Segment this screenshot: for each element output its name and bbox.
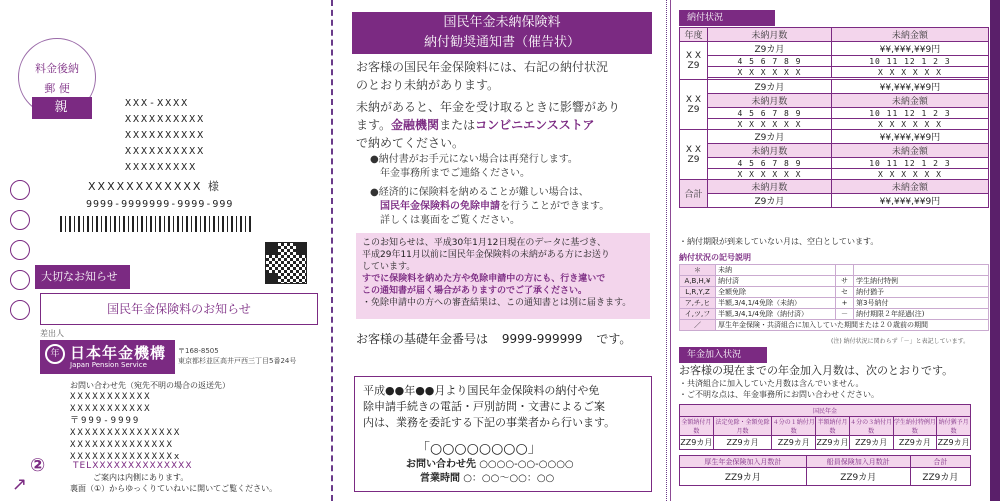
fiscal-year-cell bbox=[680, 42, 708, 80]
qr-code-icon bbox=[265, 242, 307, 284]
col-amount: 未納金額 bbox=[831, 28, 988, 42]
contact-label: お問い合わせ先 bbox=[406, 459, 476, 470]
address-line: XXXXXXXXXX bbox=[125, 130, 206, 141]
fiscal-year-sub: Z9 bbox=[687, 104, 700, 115]
legend-desc-2: 学生納付特例 bbox=[854, 276, 989, 287]
pink-note: ・免除申請中の方への審査結果は、この通知書とは別に届きます。 bbox=[362, 298, 632, 308]
legend-row bbox=[680, 276, 989, 287]
legend-code: ア,チ,ヒ bbox=[680, 298, 716, 309]
para-line: 未納があると、年金を受け取るときに影響があり bbox=[356, 100, 621, 114]
fiscal-year: X X bbox=[685, 144, 702, 155]
legend-code-2: － bbox=[836, 309, 854, 320]
enrollment-note: ・共済組合に加入していた月数は含んでいません。 bbox=[679, 379, 864, 388]
notice-header bbox=[352, 12, 652, 54]
fiscal-year-cell bbox=[680, 80, 708, 130]
address-line: XXXXXXXXXX bbox=[125, 146, 206, 157]
months-first-half: 4 5 6 7 8 9 bbox=[708, 158, 832, 169]
unpaid-amount: ¥¥,¥¥¥,¥¥9円 bbox=[831, 130, 988, 144]
customer-code: 9999-9999999-9999-999 bbox=[86, 199, 234, 210]
pink-highlight: この通知書が届く場合がありますのでご了承ください。 bbox=[362, 286, 588, 296]
return-line: XXXXXXXXXXX bbox=[70, 404, 152, 414]
enrollment-intro: お客様の現在までの年金加入月数は、次のとおりです。 bbox=[679, 364, 954, 377]
para-line bbox=[356, 116, 620, 134]
legend-row bbox=[680, 298, 989, 309]
fiscal-year: X X bbox=[685, 50, 702, 61]
legend-code: ／ bbox=[680, 320, 716, 331]
status-first-half: X X X X X X bbox=[708, 119, 832, 130]
address-line: XXXXXXXXX bbox=[125, 162, 198, 173]
bullet-text: を行うことができます。 bbox=[500, 201, 610, 212]
enrollment-value: ZZ9カ月 bbox=[816, 436, 850, 450]
total-label: 合計 bbox=[680, 180, 708, 208]
col-months: 未納月数 bbox=[708, 144, 832, 158]
enrollment-col: ４分の１納付月数 bbox=[772, 417, 816, 436]
org-name-jp: 日本年金機構 bbox=[70, 344, 167, 362]
notice-panel bbox=[336, 0, 667, 501]
notice-paragraph-1 bbox=[356, 58, 608, 94]
notice-title-1: 国民年金未納保険料 bbox=[443, 15, 561, 30]
months-first-half: 4 5 6 7 8 9 bbox=[708, 108, 832, 119]
enrollment-title: 年金加入状況 bbox=[679, 347, 767, 363]
fiscal-year-sub: Z9 bbox=[687, 60, 700, 71]
fiscal-year-cell bbox=[680, 130, 708, 180]
status-panel bbox=[670, 0, 1000, 501]
org-name-en: Japan Pension Service bbox=[70, 361, 147, 369]
legend-desc: 半額,3/4,1/4免除（納付済） bbox=[716, 309, 836, 320]
recipient-address bbox=[125, 96, 205, 176]
info-line: 平成●●年●●月より国民年金保険料の納付や免 bbox=[363, 384, 600, 397]
punch-holes bbox=[10, 180, 30, 330]
hours-label: 営業時間 bbox=[420, 473, 460, 484]
legend-row bbox=[680, 309, 989, 320]
company-name: 「○○○○○○○○」 bbox=[416, 441, 542, 457]
address-line: XXXXXXXXXX bbox=[125, 114, 206, 125]
hours-line bbox=[406, 472, 574, 486]
legend-row bbox=[680, 287, 989, 298]
col-amount: 未納金額 bbox=[831, 180, 988, 194]
open-instruction: 裏面（①）からゆっくりていねいに開いてご覧ください。 bbox=[70, 484, 278, 493]
bullet-line: ●納付書がお手元にない場合は再発行します。 bbox=[370, 154, 578, 165]
enrollment-cols-row bbox=[680, 417, 971, 436]
legend-desc: 全額免除 bbox=[716, 287, 836, 298]
stamp-line-2: 郵 便 bbox=[44, 82, 70, 95]
contact-line bbox=[406, 458, 574, 472]
payment-status-title: 納付状況 bbox=[679, 10, 775, 26]
envelope-panel bbox=[0, 0, 333, 501]
enrollment-col: 納付猶予月数 bbox=[937, 417, 971, 436]
para-text: ます。 bbox=[356, 118, 392, 132]
address-line: XXX-XXXX bbox=[125, 98, 190, 109]
legend-row bbox=[680, 320, 989, 331]
para-line: で納めてください。 bbox=[356, 136, 465, 150]
punch-hole-icon bbox=[10, 210, 30, 230]
info-line: 内は、業務を委託する下記の事業者から行います。 bbox=[363, 416, 616, 429]
notice-title-2: 納付勧奨通知書（催告状） bbox=[423, 35, 580, 50]
totals-value: ZZ9カ月 bbox=[806, 468, 910, 486]
payment-status-table bbox=[679, 27, 989, 208]
legend-code-2 bbox=[836, 265, 854, 276]
legend-code: イ,ツ,フ bbox=[680, 309, 716, 320]
status-second-half: X X X X X X bbox=[831, 169, 988, 180]
fiscal-year-sub: Z9 bbox=[687, 154, 700, 165]
enrollment-value: ZZ9カ月 bbox=[893, 436, 937, 450]
stamp-line-1: 料金後納 bbox=[35, 62, 79, 75]
sender-label: 差出人 bbox=[40, 329, 64, 338]
status-row bbox=[680, 119, 989, 130]
legend-code: A,B,H,¥ bbox=[680, 276, 716, 287]
legend-code-2: + bbox=[836, 298, 854, 309]
legend-desc-2: 第3号納付 bbox=[854, 298, 989, 309]
payment-header-row bbox=[680, 94, 989, 108]
pension-number: 9999-999999 bbox=[501, 332, 583, 346]
important-notice-label: 大切なお知らせ bbox=[35, 265, 130, 289]
hours-value: ○：○○〜○○：○○ bbox=[463, 473, 555, 484]
totals-value: ZZ9カ月 bbox=[910, 468, 970, 486]
months-second-half: 10 11 12 1 2 3 bbox=[831, 158, 988, 169]
enrollment-note: ・ご不明な点は、年金事務所にお問い合わせください。 bbox=[679, 390, 879, 399]
total-amount: ¥¥,¥¥¥,¥¥9円 bbox=[831, 194, 988, 208]
notice-paragraph-2 bbox=[356, 98, 620, 152]
confidential-label: 親 展 bbox=[32, 97, 92, 119]
enrollment-value: ZZ9カ月 bbox=[937, 436, 971, 450]
enrollment-totals-table bbox=[679, 455, 971, 486]
para-line: お客様の国民年金保険料には、右記の納付状況 bbox=[356, 60, 609, 74]
totals-cols-row bbox=[680, 456, 971, 468]
bullet-exemption bbox=[370, 186, 609, 228]
bullet-line bbox=[370, 200, 609, 214]
enrollment-value: ZZ9カ月 bbox=[849, 436, 893, 450]
unpaid-months: Z9カ月 bbox=[708, 130, 832, 144]
convenience-store-emphasis: コンビニエンスストア bbox=[475, 118, 595, 132]
fiscal-year: X X bbox=[685, 94, 702, 105]
punch-hole-icon bbox=[10, 300, 30, 320]
payment-summary-row bbox=[680, 42, 989, 56]
totals-col: 厚生年金保険加入月数計 bbox=[680, 456, 807, 468]
contact-phone: ○○○○-○○-○○○○ bbox=[479, 459, 574, 470]
pink-line: このお知らせは、平成30年1月12日現在のデータに基づき、 bbox=[362, 238, 607, 248]
punch-hole-icon bbox=[10, 270, 30, 290]
page-number: ② bbox=[30, 455, 46, 476]
jps-mark-icon: 年 bbox=[45, 344, 65, 364]
pink-line: 平成29年11月以前に国民年金保険料の未納がある方にお送り bbox=[362, 250, 610, 260]
para-line: のとおり未納があります。 bbox=[356, 78, 500, 92]
legend-code: L,R,Y,Z bbox=[680, 287, 716, 298]
legend-row bbox=[680, 265, 989, 276]
unpaid-months: Z9カ月 bbox=[708, 80, 832, 94]
return-address bbox=[70, 391, 181, 463]
bullet-line: 年金事務所までご連絡ください。 bbox=[380, 168, 530, 179]
data-notice-box bbox=[356, 233, 650, 319]
col-months: 未納月数 bbox=[708, 28, 832, 42]
col-amount: 未納金額 bbox=[831, 94, 988, 108]
legend-desc-2: 納付猶予 bbox=[854, 287, 989, 298]
pension-number-label: お客様の基礎年金番号は bbox=[356, 332, 489, 346]
notice-title-box: 国民年金保険料のお知らせ bbox=[40, 293, 318, 325]
col-months: 未納月数 bbox=[708, 94, 832, 108]
payment-summary-row bbox=[680, 130, 989, 144]
punch-hole-icon bbox=[10, 180, 30, 200]
total-row bbox=[680, 194, 989, 208]
status-first-half: X X X X X X bbox=[708, 169, 832, 180]
pink-highlight: すでに保険料を納めた方や免除申請中の方にも、行き違いで bbox=[362, 274, 606, 284]
unpaid-months: Z9カ月 bbox=[708, 42, 832, 56]
col-months: 未納月数 bbox=[708, 180, 832, 194]
payment-status-note: ・納付期限が到来していない月は、空白としています。 bbox=[679, 237, 879, 246]
pension-number-suffix: です。 bbox=[596, 332, 632, 346]
unpaid-amount: ¥¥,¥¥¥,¥¥9円 bbox=[831, 42, 988, 56]
para-text: または bbox=[439, 118, 476, 132]
months-second-half: 10 11 12 1 2 3 bbox=[831, 56, 988, 67]
legend-table bbox=[679, 264, 989, 331]
legend-footnote: (注) 納付状況に関わらず「－」と表記しています。 bbox=[831, 338, 970, 345]
legend-desc: 半額,3/4,1/4免除（未納） bbox=[716, 298, 836, 309]
legend-desc: 納付済 bbox=[716, 276, 836, 287]
total-months: Z9カ月 bbox=[708, 194, 832, 208]
status-second-half: X X X X X X bbox=[831, 67, 988, 78]
pension-number-line bbox=[356, 330, 631, 347]
enrollment-value: ZZ9カ月 bbox=[772, 436, 816, 450]
bullet-line: ●経済的に保険料を納めることが難しい場合は、 bbox=[370, 187, 589, 198]
enrollment-vals-row bbox=[680, 436, 971, 450]
legend-code-2: セ bbox=[836, 287, 854, 298]
bullet-line: 詳しくは裏面をご覧ください。 bbox=[380, 215, 520, 226]
enrollment-col: 法定免除・全額免除月数 bbox=[713, 417, 772, 436]
totals-value: ZZ9カ月 bbox=[680, 468, 807, 486]
enrollment-value: ZZ9カ月 bbox=[713, 436, 772, 450]
legend-desc: 未納 bbox=[716, 265, 836, 276]
hq-address bbox=[178, 346, 296, 366]
return-line: 〒999-9999 bbox=[70, 416, 141, 426]
payment-summary-row bbox=[680, 80, 989, 94]
legend-desc-2 bbox=[854, 265, 989, 276]
jps-logo bbox=[40, 340, 175, 374]
postal-barcode bbox=[60, 216, 252, 232]
status-first-half: X X X X X X bbox=[708, 67, 832, 78]
exemption-emphasis: 国民年金保険料の免除申請 bbox=[380, 201, 500, 212]
legend-code-2: サ bbox=[836, 276, 854, 287]
enrollment-col: 学生納付特例月数 bbox=[893, 417, 937, 436]
enrollment-col: ４分の３納付月数 bbox=[849, 417, 893, 436]
enrollment-col: 全額納付月数 bbox=[680, 417, 714, 436]
hq-street: 東京都杉並区高井戸西三丁目5番24号 bbox=[178, 357, 297, 365]
months-second-half: 10 11 12 1 2 3 bbox=[831, 108, 988, 119]
national-pension-header: 国民年金 bbox=[680, 405, 971, 417]
enrollment-notes bbox=[679, 378, 879, 400]
month-row bbox=[680, 158, 989, 169]
punch-hole-icon bbox=[10, 240, 30, 260]
status-row bbox=[680, 67, 989, 78]
return-line: XXXXXXXXXXXXXXx bbox=[70, 452, 182, 462]
contact-info bbox=[406, 458, 574, 486]
enrollment-col: 半額納付月数 bbox=[816, 417, 850, 436]
bank-emphasis: 金融機関 bbox=[391, 118, 440, 132]
payment-header-row bbox=[680, 144, 989, 158]
legend-desc: 厚生年金保険・共済組合に加入していた期間または２０歳前の期間 bbox=[716, 320, 989, 331]
totals-col: 合計 bbox=[910, 456, 970, 468]
hq-zip: 〒168-8505 bbox=[178, 347, 219, 355]
months-first-half: 4 5 6 7 8 9 bbox=[708, 56, 832, 67]
bullet-reissue bbox=[370, 153, 578, 181]
return-address-label: お問い合わせ先（宛先不明の場合の返送先） bbox=[70, 381, 230, 390]
return-line: XXXXXXXXXXXXXX bbox=[70, 440, 174, 450]
totals-vals-row bbox=[680, 468, 971, 486]
open-arrow-icon: ↗ bbox=[12, 474, 28, 495]
month-row bbox=[680, 108, 989, 119]
legend-desc-2: 納付期限２年経過(注) bbox=[854, 309, 989, 320]
legend-title: 納付状況の記号説明 bbox=[679, 253, 751, 262]
return-tel: TELXXXXXXXXXXXXXX bbox=[73, 461, 193, 471]
enrollment-value: ZZ9カ月 bbox=[680, 436, 714, 450]
status-row bbox=[680, 169, 989, 180]
payment-header-row bbox=[680, 28, 989, 42]
inner-note: ご案内は内側にあります。 bbox=[93, 473, 189, 482]
col-year: 年度 bbox=[680, 28, 708, 42]
info-line: 除申請手続きの電話・戸別訪問・文書によるご案 bbox=[363, 400, 605, 413]
status-second-half: X X X X X X bbox=[831, 119, 988, 130]
recipient-name: XXXXXXXXXXXX 様 bbox=[88, 180, 221, 193]
total-header-row bbox=[680, 180, 989, 194]
enrollment-table bbox=[679, 404, 971, 450]
totals-col: 船員保険加入月数計 bbox=[806, 456, 910, 468]
unpaid-amount: ¥¥,¥¥¥,¥¥9円 bbox=[831, 80, 988, 94]
legend-code: ＊ bbox=[680, 265, 716, 276]
month-row bbox=[680, 56, 989, 67]
return-line: XXXXXXXXXXX bbox=[70, 392, 152, 402]
col-amount: 未納金額 bbox=[831, 144, 988, 158]
pink-line: しています。 bbox=[362, 262, 416, 272]
return-line: XXXXXXXXXXXXXXX bbox=[70, 428, 182, 438]
